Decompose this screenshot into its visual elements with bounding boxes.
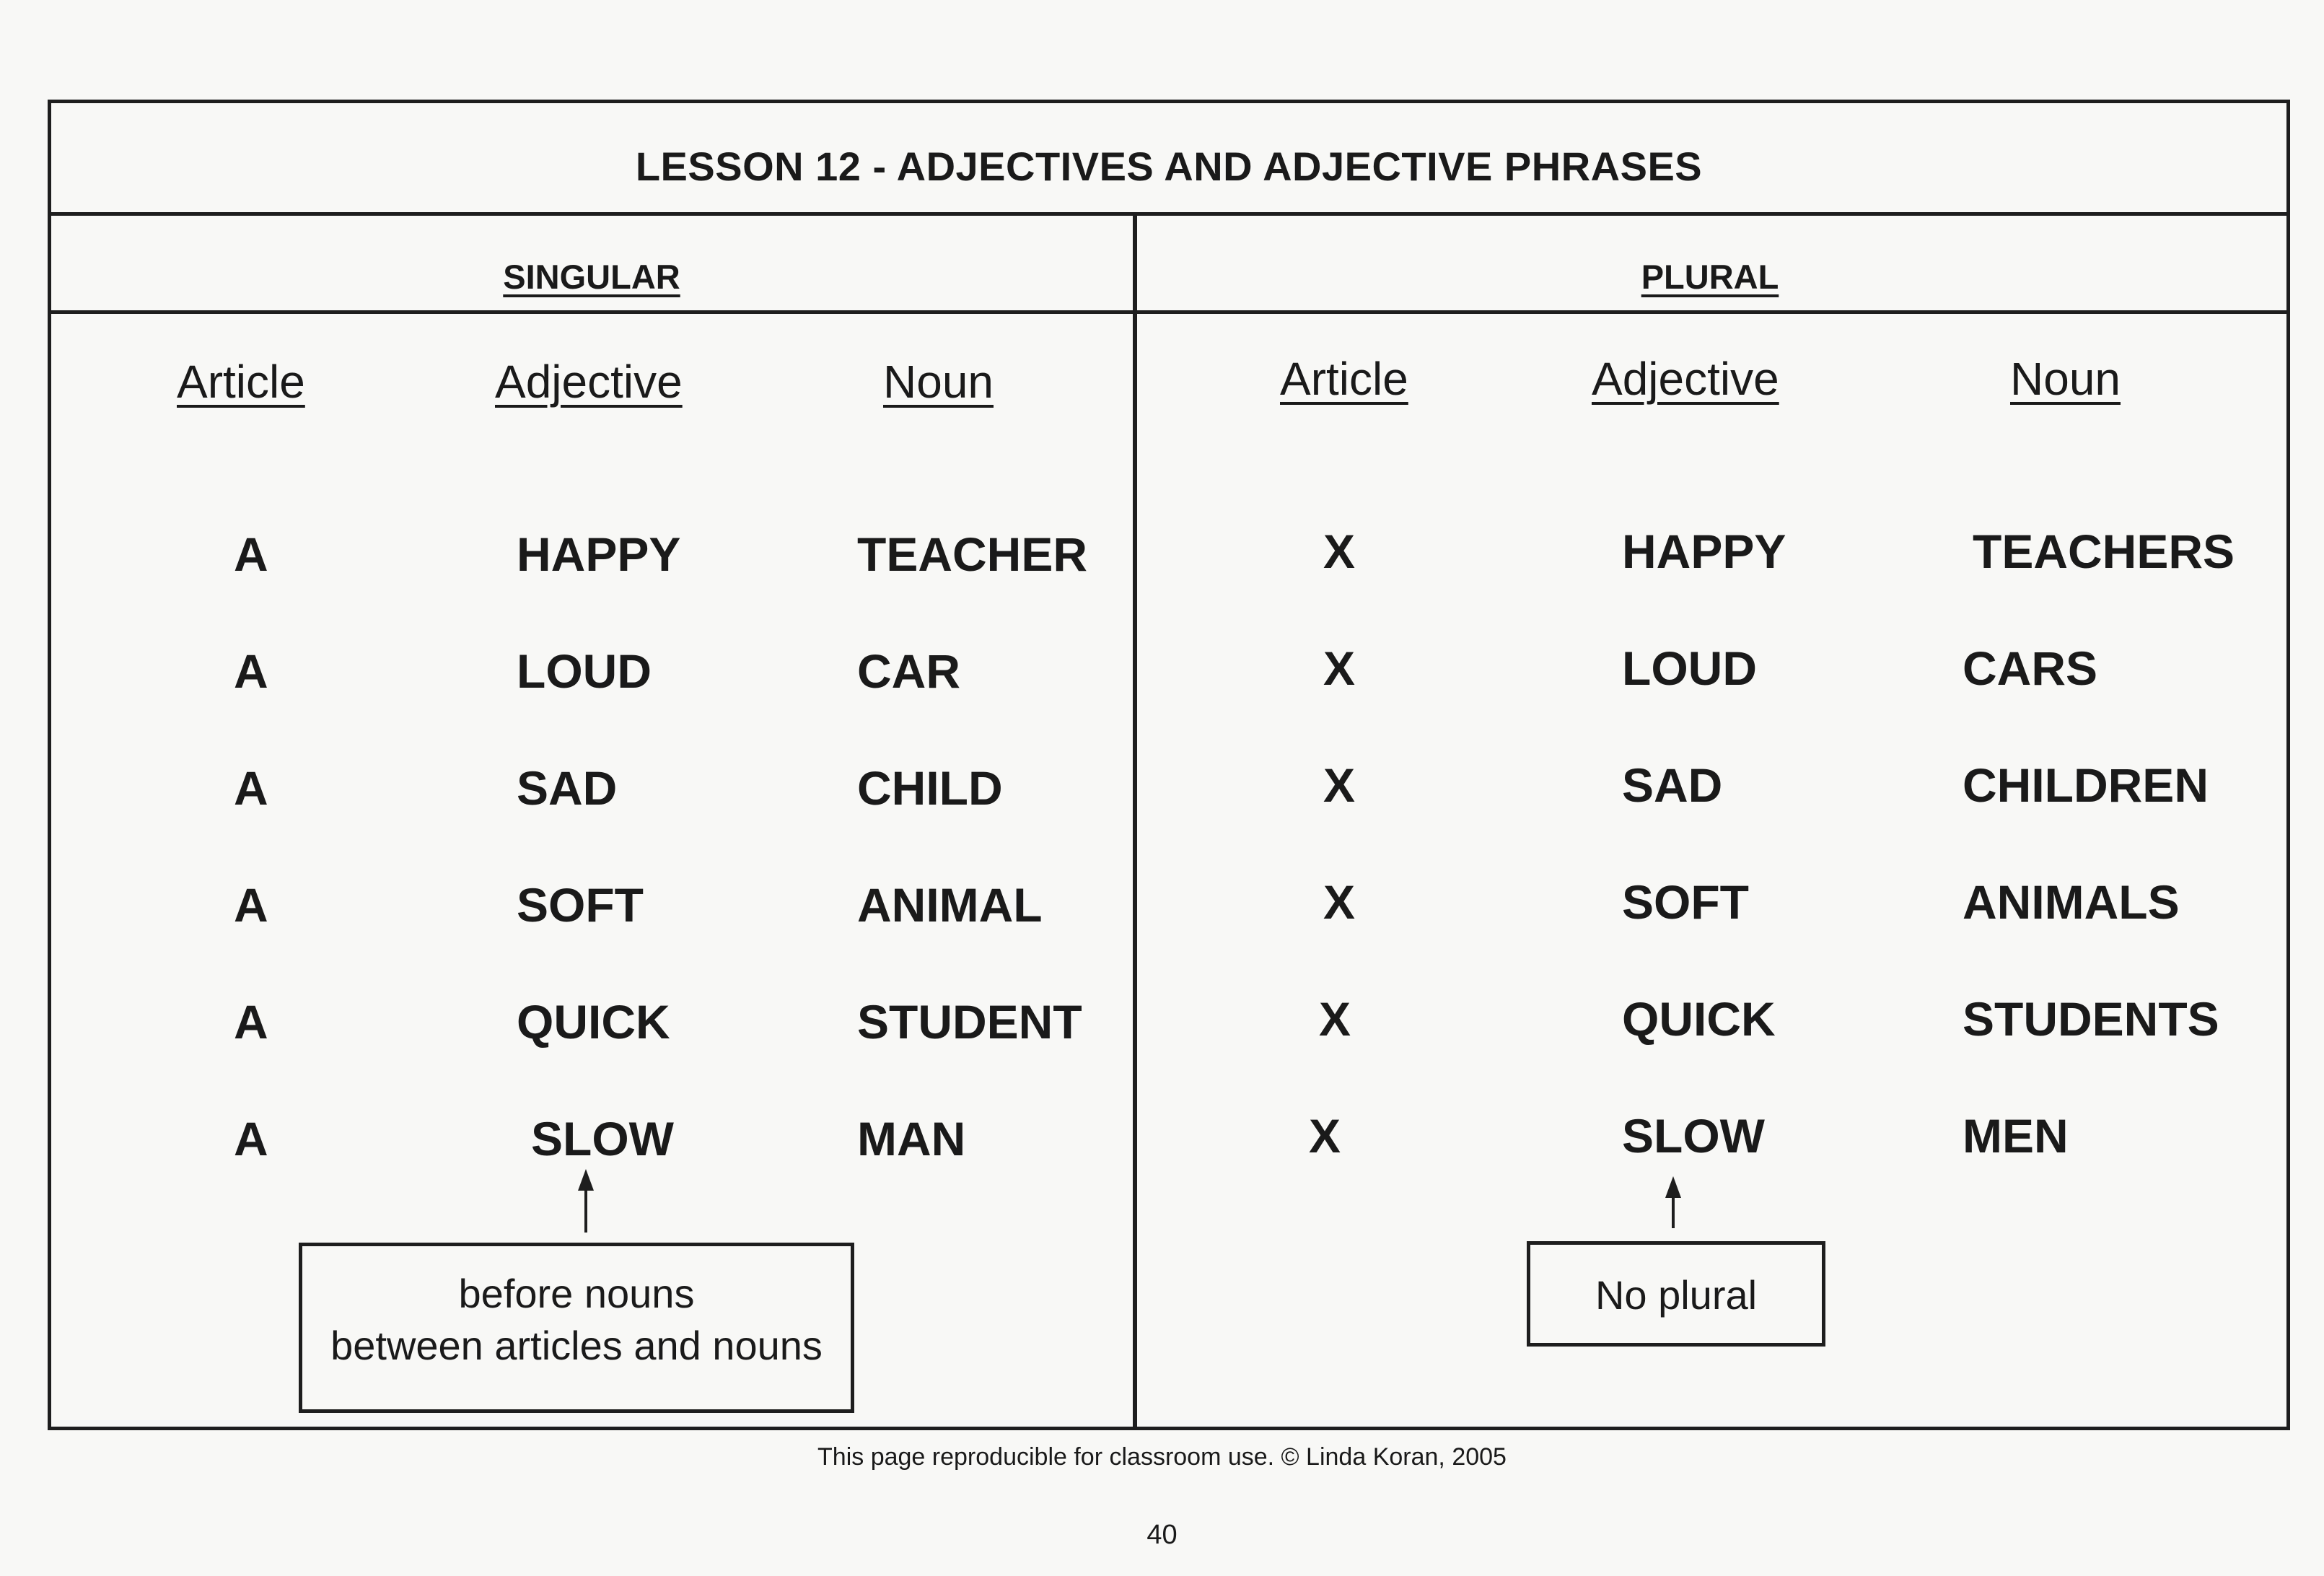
singular-adjective: SLOW	[531, 1112, 674, 1165]
singular-note-box	[299, 1243, 854, 1413]
plural-article: X	[1323, 525, 1356, 578]
singular-note-line-2: between articles and nouns	[330, 1323, 823, 1368]
singular-noun: MAN	[857, 1112, 966, 1165]
plural-article: X	[1323, 642, 1356, 695]
plural-adjective: QUICK	[1622, 992, 1776, 1046]
plural-adjective: SAD	[1622, 758, 1723, 812]
singular-noun: STUDENT	[857, 995, 1082, 1049]
page-number: 40	[1146, 1520, 1178, 1550]
singular-article: A	[234, 995, 268, 1049]
arrow-shaft	[1672, 1195, 1675, 1228]
plural-article: X	[1323, 758, 1356, 812]
singular-article: A	[234, 644, 268, 698]
singular-article: A	[234, 1112, 268, 1165]
singular-article-header: Article	[177, 356, 305, 408]
lesson-title: LESSON 12 - ADJECTIVES AND ADJECTIVE PHRASES	[635, 144, 1703, 189]
singular-noun: CAR	[857, 644, 960, 698]
plural-adjective: HAPPY	[1622, 525, 1786, 578]
plural-article: X	[1323, 875, 1356, 929]
plural-noun: ANIMALS	[1963, 875, 2180, 929]
plural-noun: STUDENTS	[1963, 992, 2219, 1046]
plural-note-box	[1527, 1241, 1825, 1347]
plural-noun: CHILDREN	[1963, 758, 2209, 812]
copyright-footer: This page reproducible for classroom use. © Linda Koran, 2005	[817, 1443, 1507, 1471]
singular-article: A	[234, 761, 268, 815]
singular-adjective: HAPPY	[517, 527, 681, 581]
plural-noun: TEACHERS	[1973, 525, 2235, 578]
arrow-shaft	[584, 1188, 587, 1233]
singular-noun-header: Noun	[883, 356, 994, 408]
plural-heading: PLURAL	[1641, 258, 1779, 296]
plural-noun: CARS	[1963, 642, 2098, 695]
section-header-divider	[48, 310, 2290, 314]
singular-note-line-1: before nouns	[458, 1271, 695, 1316]
plural-article: X	[1319, 992, 1351, 1046]
singular-noun: ANIMAL	[857, 878, 1043, 932]
plural-note-text: No plural	[1595, 1272, 1758, 1318]
plural-adjective-header: Adjective	[1592, 353, 1779, 405]
singular-adjective: SAD	[517, 761, 618, 815]
singular-adjective: LOUD	[517, 644, 652, 698]
plural-noun-header: Noun	[2010, 353, 2121, 405]
singular-noun: TEACHER	[857, 527, 1088, 581]
singular-adjective-header: Adjective	[495, 356, 683, 408]
singular-noun: CHILD	[857, 761, 1003, 815]
singular-heading: SINGULAR	[503, 258, 680, 296]
plural-noun: MEN	[1963, 1109, 2069, 1163]
plural-adjective: SLOW	[1622, 1109, 1765, 1163]
singular-adjective: SOFT	[517, 878, 644, 932]
singular-article: A	[234, 527, 268, 581]
center-divider	[1133, 214, 1137, 1429]
plural-article: X	[1309, 1109, 1341, 1163]
title-divider	[48, 212, 2290, 216]
plural-article-header: Article	[1280, 353, 1408, 405]
lesson-table-frame	[48, 100, 2290, 1430]
singular-article: A	[234, 878, 268, 932]
singular-adjective: QUICK	[517, 995, 670, 1049]
plural-adjective: SOFT	[1622, 875, 1749, 929]
plural-adjective: LOUD	[1622, 642, 1757, 695]
